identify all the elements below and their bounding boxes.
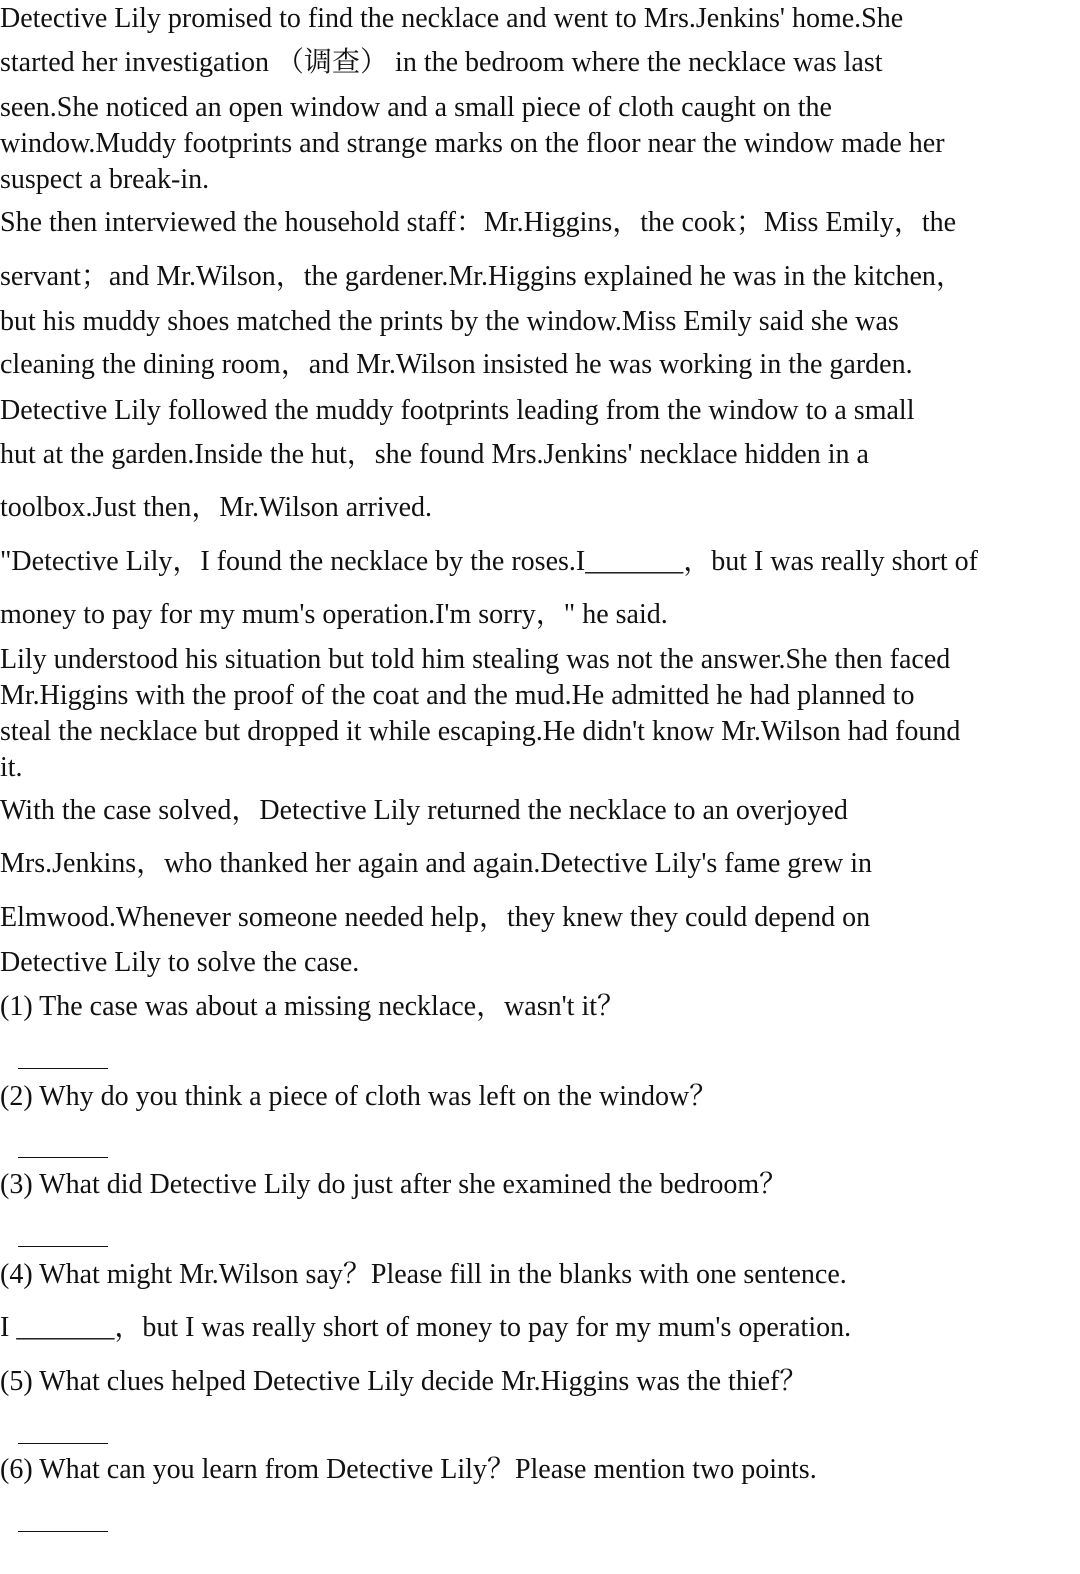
passage-line: but his muddy shoes matched the prints by the window.Miss Emily said she was	[0, 306, 899, 337]
passage-line: servant；and Mr.Wilson，the gardener.Mr.Higgins explained he was in the kitchen，	[0, 261, 964, 292]
passage-line: seen.She noticed an open window and a small piece of cloth caught on the	[0, 92, 832, 123]
passage-line: Detective Lily to solve the case.	[0, 947, 360, 978]
answer-blank-3[interactable]	[18, 1246, 108, 1247]
passage-line: With the case solved，Detective Lily returned the necklace to an overjoyed	[0, 795, 848, 826]
passage-line: money to pay for my mum's operation.I'm sorry，" he said.	[0, 599, 668, 630]
passage-line: suspect a break-in.	[0, 164, 210, 195]
passage-line: Detective Lily followed the muddy footprints leading from the window to a small	[0, 395, 915, 426]
answer-blank-1[interactable]	[18, 1068, 108, 1069]
passage-line: Mrs.Jenkins，who thanked her again and again.Detective Lily's fame grew in	[0, 848, 873, 879]
passage-line: steal the necklace but dropped it while escaping.He didn't know Mr.Wilson had found	[0, 716, 961, 747]
passage-line: it.	[0, 752, 23, 783]
passage-line: She then interviewed the household staff：Mr.Higgins，the cook；Miss Emily，the	[0, 207, 957, 238]
passage-line: Detective Lily promised to find the necklace and went to Mrs.Jenkins' home.She	[0, 3, 904, 34]
passage-line: hut at the garden.Inside the hut，she found Mrs.Jenkins' necklace hidden in a	[0, 439, 869, 470]
question-3: (3) What did Detective Lily do just after she examined the bedroom？	[0, 1169, 788, 1200]
passage-line: window.Muddy footprints and strange marks on the floor near the window made her	[0, 128, 945, 159]
question-4-answer-line[interactable]: I _______，but I was really short of money to pay for my mum's operation.	[0, 1312, 852, 1343]
answer-blank-5[interactable]	[18, 1443, 108, 1444]
passage-line: toolbox.Just then，Mr.Wilson arrived.	[0, 492, 433, 523]
passage-line: cleaning the dining room，and Mr.Wilson insisted he was working in the garden.	[0, 349, 913, 380]
passage-line: Elmwood.Whenever someone needed help，they knew they could depend on	[0, 902, 871, 933]
question-1: (1) The case was about a missing necklace，wasn't it？	[0, 991, 626, 1022]
passage-line: Lily understood his situation but told him stealing was not the answer.She then faced	[0, 644, 951, 675]
question-6: (6) What can you learn from Detective Lily？Please mention two points.	[0, 1454, 817, 1485]
passage-line: started her investigation （调查） in the bedroom where the necklace was last	[0, 47, 883, 78]
question-2: (2) Why do you think a piece of cloth was left on the window？	[0, 1081, 718, 1112]
question-5: (5) What clues helped Detective Lily decide Mr.Higgins was the thief？	[0, 1366, 808, 1397]
answer-blank-6[interactable]	[18, 1531, 108, 1532]
passage-line: "Detective Lily，I found the necklace by the roses.I_______，but I was really short of	[0, 546, 978, 577]
passage-line: Mr.Higgins with the proof of the coat and the mud.He admitted he had planned to	[0, 680, 915, 711]
question-4: (4) What might Mr.Wilson say？Please fill in the blanks with one sentence.	[0, 1259, 847, 1290]
answer-blank-2[interactable]	[18, 1157, 108, 1158]
